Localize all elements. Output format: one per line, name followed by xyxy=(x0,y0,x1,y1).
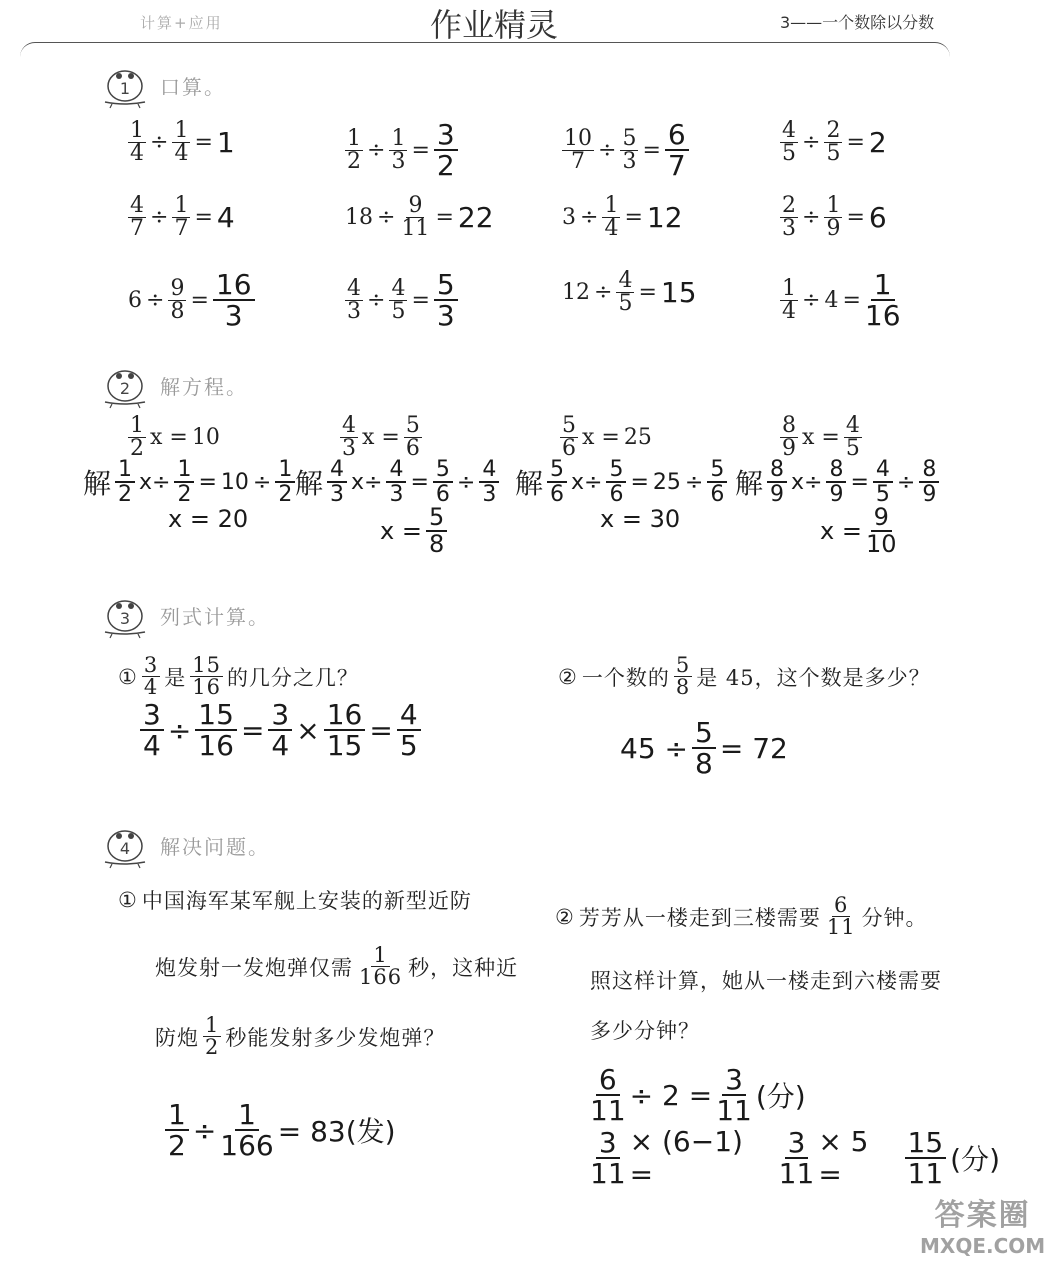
text: 分钟。 xyxy=(861,905,928,930)
text: ÷ xyxy=(167,713,192,747)
oral-problem xyxy=(345,195,494,240)
step-frac: $\frac{5}{6}$ xyxy=(606,458,626,506)
fraction: $\frac{1}{3}$ xyxy=(391,125,406,174)
section-title: 口算。 xyxy=(160,74,226,99)
step-op: x÷ xyxy=(139,469,171,495)
header-divider xyxy=(20,42,950,57)
text: 秒，这种近 xyxy=(408,955,519,980)
bird-number-icon xyxy=(100,590,150,640)
svg-text:2: 2 xyxy=(119,379,131,398)
step-frac: 4 3 xyxy=(327,458,347,506)
text: 多少分钟？ xyxy=(590,1019,700,1043)
oral-problem xyxy=(128,195,235,240)
equation xyxy=(340,415,422,460)
fraction: $\frac{9}{8}$ xyxy=(170,275,185,324)
step-frac: $\frac{1}{2}$ xyxy=(275,458,295,506)
jie-label: 解 xyxy=(735,467,764,501)
text: 炮发射一发炮弹仅需 xyxy=(155,955,353,980)
section-title: 解方程。 xyxy=(160,374,248,399)
text: = xyxy=(369,713,393,747)
answer-frac: $\frac{5}{8}$ xyxy=(426,505,447,557)
step-op: x÷ xyxy=(351,469,383,495)
equation-step xyxy=(735,458,939,506)
bird-number-icon xyxy=(100,360,150,410)
divide-sign: ÷ xyxy=(146,287,165,313)
step-op: ÷ xyxy=(456,469,476,495)
fraction: $\frac{1}{4}$ xyxy=(174,118,189,166)
svg-text:3: 3 xyxy=(119,609,131,628)
solve-q1-line1 xyxy=(118,885,472,915)
bird-number-icon xyxy=(100,820,150,870)
handwritten-answer: $\frac{6}{7}$ xyxy=(665,120,689,181)
equals-sign: = xyxy=(194,205,213,230)
step-frac: $\frac{1}{2}$ xyxy=(174,458,194,506)
fraction: $\frac{1}{166}$ xyxy=(220,1098,274,1163)
x-equals: x = xyxy=(150,425,188,450)
equals-sign: = xyxy=(846,205,865,230)
circle-number: ① xyxy=(118,664,138,689)
oral-problem xyxy=(345,120,458,181)
integer: 12 xyxy=(562,280,590,305)
rhs: 10 xyxy=(191,425,220,450)
text: 一个数的 xyxy=(581,665,670,690)
step-frac: $\frac{5}{6}$ xyxy=(707,458,727,506)
oral-problem xyxy=(562,120,689,181)
section-title: 解决问题。 xyxy=(160,834,270,859)
divide-sign: ÷ xyxy=(802,130,821,155)
integer: 18 xyxy=(345,205,373,230)
handwritten-answer: 12 xyxy=(646,201,683,234)
step-frac: $\frac{5}{6}$ xyxy=(433,458,453,506)
fraction: $\frac{1}{9}$ xyxy=(826,193,841,241)
oral-problem xyxy=(780,195,887,240)
step-rhs: 25 xyxy=(652,469,681,495)
text: 45 ÷ xyxy=(620,731,688,765)
section-header xyxy=(100,60,226,110)
divide-sign: ÷ xyxy=(802,287,821,313)
step-op: ÷ xyxy=(684,469,704,495)
equals-sign: = xyxy=(846,130,865,155)
fraction: $\frac{4}{3}$ xyxy=(342,413,356,461)
circle-number: ② xyxy=(555,904,575,929)
fraction: $\frac{1}{2}$ xyxy=(205,1013,220,1059)
answer-frac: $\frac{9}{10}$ xyxy=(865,503,897,559)
fraction: $\frac{1}{4}$ xyxy=(130,118,144,166)
fraction: $\frac{5}{3}$ xyxy=(622,125,637,174)
solve-q2-work2 xyxy=(590,1125,1000,1191)
bird-number-icon xyxy=(100,60,150,110)
watermark-url: MXQE.COM xyxy=(920,1234,1045,1258)
divide-sign: ÷ xyxy=(367,137,386,163)
step-frac: $\frac{8}{9}$ xyxy=(826,458,846,506)
calc-work-1 xyxy=(140,700,421,761)
handwritten-answer: 4 xyxy=(216,201,235,234)
section-header xyxy=(100,820,270,870)
step-frac: 5 6 xyxy=(547,458,567,506)
divide-sign: ÷ xyxy=(377,205,396,230)
equation-answer xyxy=(600,505,680,533)
step-frac: $\frac{4}{3}$ xyxy=(479,458,499,506)
step-op: x÷ xyxy=(571,469,603,495)
answer: x = 30 xyxy=(600,505,681,533)
solve-q1-work xyxy=(165,1100,396,1161)
divide-sign: ÷ xyxy=(580,205,599,230)
fraction: $\frac{6}{11}$ xyxy=(590,1063,626,1128)
step-frac: $\frac{8}{9}$ xyxy=(919,458,939,506)
fraction: $\frac{4}{5}$ xyxy=(397,700,421,761)
integer: 6 xyxy=(128,287,142,313)
text: 是 45，这个数是多少？ xyxy=(696,665,931,690)
step-frac: $\frac{4}{3}$ xyxy=(386,458,406,506)
solve-q2-line3 xyxy=(590,1015,700,1045)
svg-text:1: 1 xyxy=(119,79,131,98)
oral-problem xyxy=(562,270,697,315)
equals-sign: = xyxy=(842,287,861,313)
calc-question-1 xyxy=(118,655,359,698)
watermark-logo-text: 答案圈 xyxy=(934,1198,1031,1233)
fraction: $\frac{5}{8}$ xyxy=(675,653,691,699)
fraction: $\frac{15}{16}$ xyxy=(192,653,221,699)
section-header xyxy=(100,360,248,410)
fraction: $\frac{4}{3}$ xyxy=(347,275,361,324)
handwritten-answer: 6 xyxy=(868,201,887,234)
step-frac: $\frac{4}{5}$ xyxy=(873,458,893,506)
integer: 3 xyxy=(562,205,576,230)
header-right: 3——一个数除以分数 xyxy=(780,13,935,32)
equals-sign: = xyxy=(194,130,213,155)
answer: x = xyxy=(380,517,422,546)
text: = 83(发) xyxy=(277,1115,396,1149)
circle-number: ② xyxy=(558,664,578,689)
divide-sign: ÷ xyxy=(802,205,821,230)
equation-step xyxy=(83,458,295,506)
integer: 4 xyxy=(824,287,839,313)
divide-sign: ÷ xyxy=(598,137,617,163)
x-equals: x = xyxy=(802,425,840,450)
fraction: $\frac{4}{5}$ xyxy=(618,268,633,316)
text: 是 xyxy=(164,665,187,690)
jie-label: 解 xyxy=(515,467,544,501)
fraction: $\frac{1}{2}$ xyxy=(165,1100,189,1161)
handwritten-answer: 1 xyxy=(216,126,235,159)
x-equals: x = xyxy=(362,425,400,450)
jie-label: 解 xyxy=(295,467,324,501)
divide-sign: ÷ xyxy=(594,280,613,305)
equals-sign: = xyxy=(411,137,430,163)
fraction: $\frac{16}{15}$ xyxy=(324,700,366,761)
fraction: $\frac{3}{11}$ xyxy=(590,1125,626,1190)
step-rhs: 10 xyxy=(220,469,249,495)
solve-q1-line2 xyxy=(155,945,518,988)
solve-q2-line1 xyxy=(555,895,928,938)
handwritten-answer: $\frac{1}{16}$ xyxy=(864,268,901,333)
fraction: $\frac{5}{6}$ xyxy=(405,413,420,461)
handwritten-answer: 15 xyxy=(660,276,697,309)
text: 秒能发射多少发炮弹？ xyxy=(225,1025,446,1050)
text: × 5 = xyxy=(818,1125,869,1191)
text: ÷ xyxy=(192,1113,217,1147)
calc-work-2 xyxy=(620,718,788,779)
fraction: $\frac{3}{11}$ xyxy=(778,1125,815,1190)
fraction: $\frac{4}{5}$ xyxy=(782,118,796,166)
fraction: $\frac{5}{6}$ xyxy=(562,413,576,461)
text: 的几分之几？ xyxy=(226,665,359,690)
fraction: $\frac{1}{4}$ xyxy=(604,193,619,241)
fraction: $\frac{15}{11}$ xyxy=(905,1128,947,1189)
oral-problem xyxy=(345,270,458,331)
divide-sign: ÷ xyxy=(150,130,169,155)
equals-sign: = xyxy=(411,287,430,313)
handwritten-answer: 2 xyxy=(868,126,887,159)
fraction: $\frac{3}{11}$ xyxy=(716,1063,752,1128)
oral-problem xyxy=(128,120,235,165)
text: 照这样计算，她从一楼走到六楼需要 xyxy=(590,969,942,993)
equation xyxy=(780,415,862,460)
step-op: ÷ xyxy=(896,469,916,495)
handwritten-answer: 22 xyxy=(457,201,494,234)
fraction: $\frac{4}{5}$ xyxy=(845,413,860,461)
equation-step xyxy=(295,458,499,506)
step-op: x÷ xyxy=(791,469,823,495)
fraction: $\frac{8}{9}$ xyxy=(782,413,796,461)
fraction: $\frac{1}{4}$ xyxy=(782,275,796,324)
calc-question-2 xyxy=(558,655,931,698)
fraction: $\frac{2}{5}$ xyxy=(826,118,841,166)
circle-number: ① xyxy=(118,888,138,912)
fraction: $\frac{3}{4}$ xyxy=(143,653,159,699)
equation xyxy=(560,415,652,460)
answer: x = 20 xyxy=(168,505,249,533)
text: = xyxy=(240,713,265,747)
text: × xyxy=(296,713,320,747)
fraction: $\frac{3}{4}$ xyxy=(140,700,164,761)
fraction: $\frac{1}{2}$ xyxy=(347,125,361,174)
step-op: = xyxy=(850,469,869,495)
fraction: $\frac{15}{16}$ xyxy=(195,700,237,761)
text: 芳芳从一楼走到三楼需要 xyxy=(578,905,821,930)
oral-problem xyxy=(562,195,683,240)
fraction: $\frac{1}{7}$ xyxy=(174,193,189,241)
header-title: 作业精灵 xyxy=(430,6,559,44)
oral-problem xyxy=(128,270,255,331)
jie-label: 解 xyxy=(83,467,112,501)
divide-sign: ÷ xyxy=(367,287,386,313)
divide-sign: ÷ xyxy=(150,205,169,230)
fraction: $\frac{2}{3}$ xyxy=(782,193,796,241)
step-frac: 8 9 xyxy=(767,458,787,506)
equals-sign: = xyxy=(190,287,209,313)
text: 防炮 xyxy=(155,1025,199,1050)
equals-sign: = xyxy=(642,137,661,163)
equals-sign: = xyxy=(638,280,657,305)
equals-sign: = xyxy=(435,205,454,230)
solve-q2-line2 xyxy=(590,965,942,995)
handwritten-answer: $\frac{16}{3}$ xyxy=(213,270,255,331)
fraction: $\frac{3}{4}$ xyxy=(268,700,292,761)
equation-answer xyxy=(820,505,897,557)
section-title: 列式计算。 xyxy=(160,604,270,629)
step-op: = xyxy=(410,469,429,495)
step-op: ÷ xyxy=(252,469,272,495)
section-header xyxy=(100,590,270,640)
oral-problem xyxy=(780,120,887,165)
text: = 72 xyxy=(719,731,788,765)
header-left: 计算+应用 xyxy=(140,14,223,32)
text: 中国海军某军舰上安装的新型近防 xyxy=(141,889,472,913)
fraction: $\frac{9}{11}$ xyxy=(401,193,430,241)
solve-q1-line3 xyxy=(155,1015,445,1058)
handwritten-answer: $\frac{5}{3}$ xyxy=(434,270,458,331)
fraction: $\frac{1}{166}$ xyxy=(359,943,403,989)
answer: x = xyxy=(820,517,862,546)
step-op: = xyxy=(198,469,217,495)
text: (分) xyxy=(950,1143,1000,1176)
fraction: $\frac{4}{5}$ xyxy=(391,275,406,324)
fraction: $\frac{10}{7}$ xyxy=(564,125,592,174)
equation-step xyxy=(515,458,727,506)
fraction: $\frac{4}{7}$ xyxy=(130,193,144,241)
x-equals: x = xyxy=(582,425,620,450)
equation xyxy=(128,415,220,460)
text: × (6−1) = xyxy=(629,1125,743,1191)
oral-problem xyxy=(780,270,901,331)
solve-q2-work1 xyxy=(590,1065,806,1126)
equation-answer xyxy=(380,505,447,557)
watermark xyxy=(920,1190,1045,1258)
text: (分) xyxy=(755,1080,806,1114)
step-op: = xyxy=(630,469,649,495)
fraction: $\frac{5}{8}$ xyxy=(692,718,716,779)
fraction: $\frac{6}{11}$ xyxy=(826,893,856,939)
fraction: $\frac{1}{2}$ xyxy=(130,413,144,461)
step-frac: 1 2 xyxy=(115,458,135,506)
svg-text:4: 4 xyxy=(119,839,131,858)
equation-answer xyxy=(168,505,248,533)
equals-sign: = xyxy=(624,205,643,230)
text: ÷ 2 = xyxy=(629,1078,713,1112)
rhs: 25 xyxy=(623,425,652,450)
handwritten-answer: $\frac{3}{2}$ xyxy=(434,120,458,181)
